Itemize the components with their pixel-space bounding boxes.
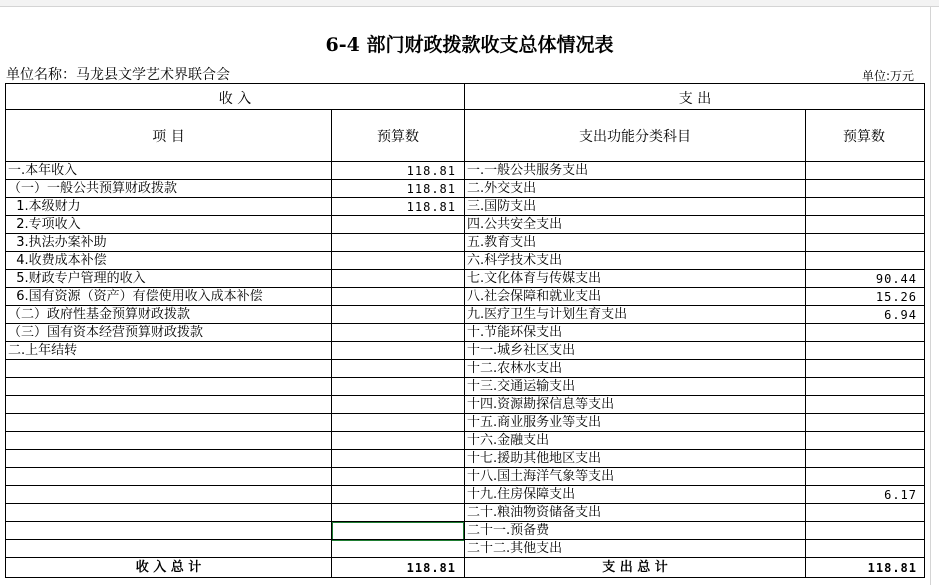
- row-rule: [6, 377, 924, 378]
- expense-row-label: 十三.交通运输支出: [467, 379, 576, 394]
- row-rule: [6, 179, 924, 180]
- income-row-label: 一.本年收入: [8, 163, 78, 178]
- expense-row-label: 十八.国土海洋气象等支出: [467, 469, 615, 484]
- expense-row-label: 四.公共安全支出: [467, 217, 563, 232]
- row-rule: [6, 197, 924, 198]
- row-rule: [6, 557, 924, 558]
- income-total-value: 118.81: [406, 561, 456, 575]
- col-budget2-header: 预算数: [843, 129, 885, 145]
- income-row-value: 118.81: [406, 164, 456, 178]
- table-divider: [464, 83, 465, 578]
- expense-header: 支 出: [678, 91, 712, 107]
- table-border-right: [924, 83, 925, 578]
- income-row-value: 118.81: [406, 200, 456, 214]
- expense-row-label: 六.科学技术支出: [467, 253, 563, 268]
- income-row-label: （三）国有资本经营预算财政拨款: [8, 325, 204, 340]
- row-rule: [6, 503, 924, 504]
- income-row-label: 4.收费成本补偿: [8, 253, 107, 268]
- expense-row-label: 十九.住房保障支出: [467, 487, 576, 502]
- expense-row-label: 十七.援助其他地区支出: [467, 451, 602, 466]
- income-row-label: 2.专项收入: [8, 217, 81, 232]
- expense-total-value: 118.81: [867, 561, 917, 575]
- expense-row-label: 十.节能环保支出: [467, 325, 563, 340]
- income-row-label: （二）政府性基金预算财政拨款: [8, 307, 191, 322]
- income-row-label: 1.本级财力: [8, 199, 81, 214]
- table-rule: [6, 109, 924, 110]
- expense-row-value: 6.94: [884, 308, 917, 322]
- expense-row-label: 二.外交支出: [467, 181, 537, 196]
- row-rule: [6, 521, 924, 522]
- income-row-label: （一）一般公共预算财政拨款: [8, 181, 178, 196]
- selected-cell[interactable]: [331, 521, 465, 541]
- income-row-label: 二.上年结转: [8, 343, 78, 358]
- gridline: [930, 6, 931, 585]
- table-border-top: [6, 83, 924, 84]
- row-rule: [6, 323, 924, 324]
- expense-row-label: 十四.资源勘探信息等支出: [467, 397, 615, 412]
- income-header: 收 入: [218, 91, 252, 107]
- table-rule: [6, 161, 924, 162]
- expense-row-label: 十二.农林水支出: [467, 361, 563, 376]
- expense-row-label: 二十二.其他支出: [467, 541, 563, 556]
- expense-row-label: 十一.城乡社区支出: [467, 343, 576, 358]
- row-rule: [6, 395, 924, 396]
- row-rule: [6, 215, 924, 216]
- row-rule: [6, 287, 924, 288]
- row-rule: [6, 413, 924, 414]
- row-rule: [6, 233, 924, 234]
- col-function-header: 支出功能分类科目: [579, 129, 691, 145]
- expense-total-label: 支 出 总 计: [602, 560, 668, 575]
- expense-row-label: 八.社会保障和就业支出: [467, 289, 602, 304]
- expense-row-label: 十五.商业服务业等支出: [467, 415, 602, 430]
- table-border-left: [5, 83, 6, 578]
- row-rule: [6, 251, 924, 252]
- income-total-label: 收 入 总 计: [135, 560, 202, 575]
- row-rule: [6, 269, 924, 270]
- row-rule: [6, 467, 924, 468]
- col-rule: [805, 109, 806, 578]
- unit-label: 单位:万元: [862, 69, 915, 83]
- expense-row-value: 6.17: [884, 488, 917, 502]
- expense-row-label: 二十一.预备费: [467, 523, 550, 538]
- col-rule: [331, 109, 332, 578]
- unit-name: 单位名称：马龙县文学艺术界联合会: [6, 67, 230, 83]
- row-rule: [6, 539, 924, 540]
- income-row-value: 118.81: [406, 182, 456, 196]
- expense-row-label: 五.教育支出: [467, 235, 537, 250]
- expense-row-label: 一.一般公共服务支出: [467, 163, 589, 178]
- income-row-label: 6.国有资源（资产）有偿使用收入成本补偿: [8, 289, 263, 304]
- row-rule: [6, 431, 924, 432]
- expense-row-label: 九.医疗卫生与计划生育支出: [467, 307, 628, 322]
- page-title: 6-4 部门财政拨款收支总体情况表: [325, 34, 614, 56]
- expense-row-label: 七.文化体育与传媒支出: [467, 271, 602, 286]
- expense-row-value: 90.44: [875, 272, 917, 286]
- gridline: [0, 6, 939, 7]
- row-rule: [6, 485, 924, 486]
- table-border-bottom: [6, 577, 924, 578]
- row-rule: [6, 359, 924, 360]
- expense-row-label: 十六.金融支出: [467, 433, 550, 448]
- col-budget-header: 预算数: [377, 129, 419, 145]
- expense-row-value: 15.26: [875, 290, 917, 304]
- col-item-header: 项 目: [152, 129, 185, 145]
- income-row-label: 5.财政专户管理的收入: [8, 271, 146, 286]
- expense-row-label: 二十.粮油物资储备支出: [467, 505, 602, 520]
- row-rule: [6, 449, 924, 450]
- row-rule: [6, 341, 924, 342]
- expense-row-label: 三.国防支出: [467, 199, 537, 214]
- row-rule: [6, 305, 924, 306]
- income-row-label: 3.执法办案补助: [8, 235, 107, 250]
